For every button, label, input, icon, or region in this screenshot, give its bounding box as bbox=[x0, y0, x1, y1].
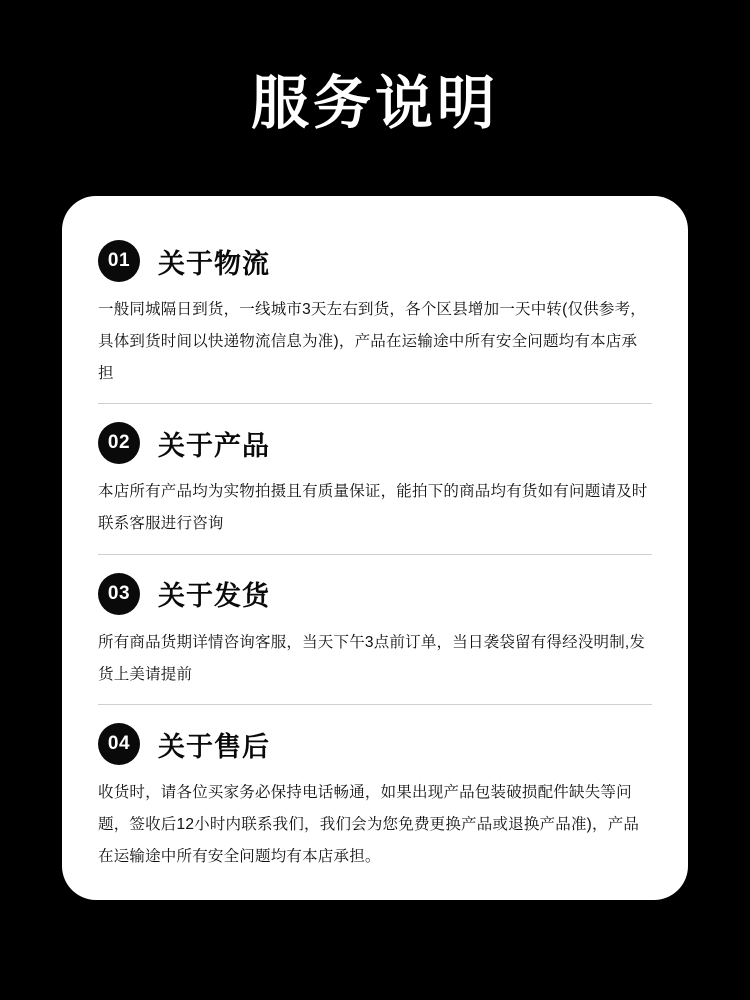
section-header bbox=[98, 422, 652, 464]
section-after-sales bbox=[98, 723, 652, 872]
page-title: 服务说明 bbox=[250, 71, 499, 136]
section-title: 关于物流 bbox=[158, 248, 270, 279]
section-body: 所有商品货期详情咨询客服，当天下午3点前订单，当日袭袋留有得经没明制,发货上美请提前 bbox=[98, 633, 646, 683]
section-title: 关于产品 bbox=[158, 430, 270, 461]
section-title: 关于售后 bbox=[158, 731, 270, 762]
section-divider bbox=[98, 554, 652, 555]
section-logistics bbox=[98, 240, 652, 403]
section-product bbox=[98, 422, 652, 554]
section-divider bbox=[98, 403, 652, 404]
section-number-badge: 02 bbox=[98, 422, 140, 464]
section-body: 收货时，请各位买家务必保持电话畅通，如果出现产品包装破损配件缺失等问题，签收后12小时内联系我们，我们会为您免费更换产品或退换产品准)，产品在运输途中所有安全问题均有本店承担。 bbox=[98, 784, 640, 865]
section-number-badge: 04 bbox=[98, 723, 140, 765]
section-header bbox=[98, 723, 652, 765]
section-header bbox=[98, 573, 652, 615]
section-divider bbox=[98, 704, 652, 705]
section-body: 本店所有产品均为实物拍摄且有质量保证，能拍下的商品均有货如有问题请及时联系客服进行咨询 bbox=[98, 483, 648, 533]
section-number-badge: 01 bbox=[98, 240, 140, 282]
section-body: 一般同城隔日到货，一线城市3天左右到货，各个区县增加一天中转(仅供参考，具体到货时间以快递物流信息为准)，产品在运输途中所有安全问题均有本店承担 bbox=[98, 301, 646, 382]
section-number-badge: 03 bbox=[98, 573, 140, 615]
section-title: 关于发货 bbox=[158, 581, 270, 612]
section-header bbox=[98, 240, 652, 282]
section-shipping bbox=[98, 573, 652, 705]
service-card bbox=[62, 196, 688, 900]
